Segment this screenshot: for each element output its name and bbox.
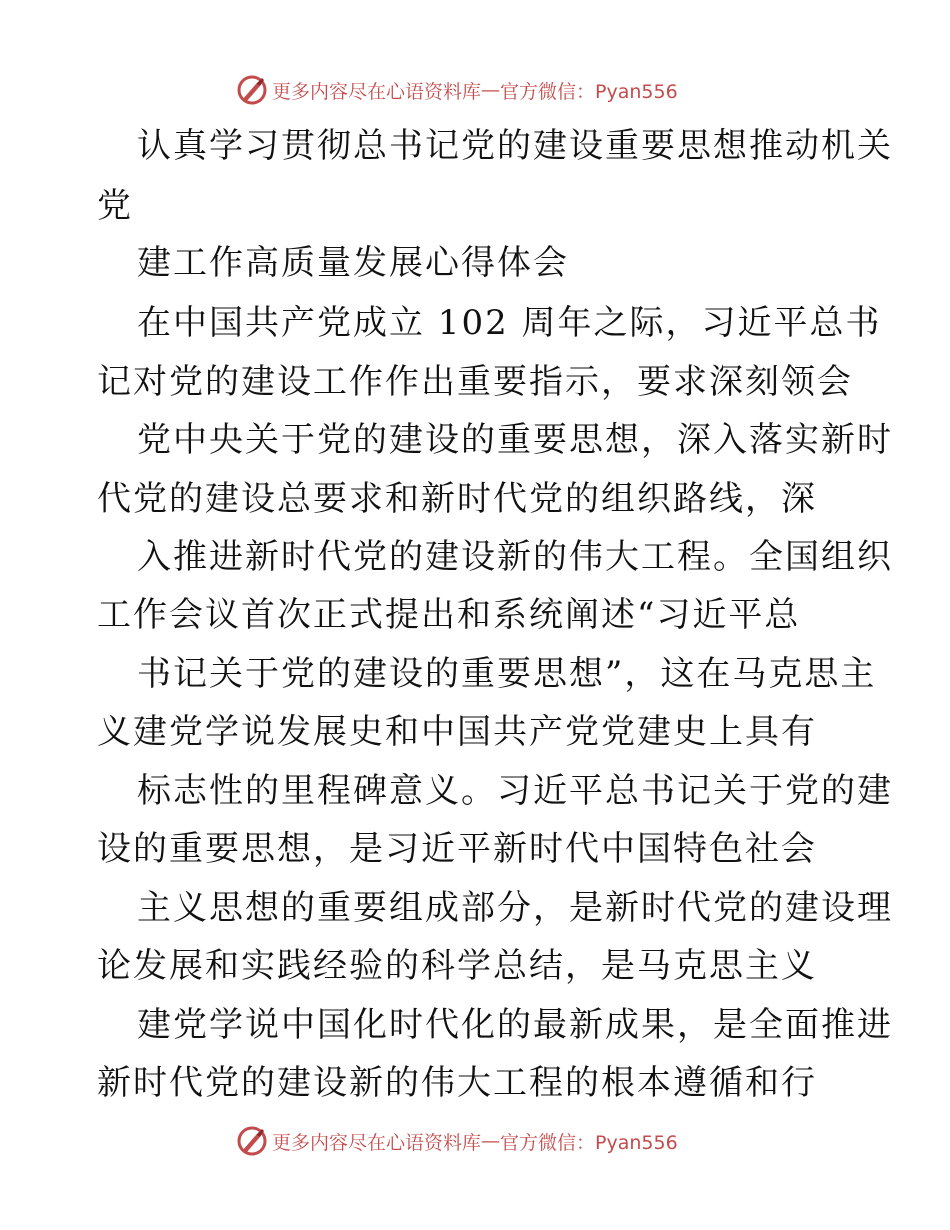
pen-logo-icon [236, 1125, 268, 1157]
paragraph-line: 新时代党的建设新的伟大工程的根本遵循和行 [97, 1063, 817, 1103]
title-line-1: 认真学习贯彻总书记党的建设重要思想推动机关 [137, 126, 893, 166]
paragraph-line: 义建党学说发展史和中国共产党党建史上具有 [97, 712, 817, 752]
paragraph-line: 主义思想的重要组成部分，是新时代党的建设理 [137, 888, 893, 928]
banner-wechat-text: 官方微信：Pyan556 [500, 80, 678, 103]
banner-separator: — [481, 1130, 501, 1152]
paragraph-line: 设的重要思想，是习近平新时代中国特色社会 [97, 829, 817, 869]
footer-banner [236, 1124, 678, 1158]
paragraph-line: 论发展和实践经验的科学总结，是马克思主义 [97, 946, 817, 986]
title-line-2: 党 [97, 186, 133, 226]
banner-site-text: 更多内容尽在心语资料库 [272, 1131, 482, 1154]
pen-logo-icon [236, 74, 268, 106]
paragraph-line: 书记关于党的建设的重要思想”，这在马克思主 [137, 654, 877, 694]
banner-site-text: 更多内容尽在心语资料库 [272, 80, 482, 103]
banner-separator: — [481, 79, 501, 101]
paragraph-line: 党中央关于党的建设的重要思想，深入落实新时 [137, 420, 893, 460]
title-line-3: 建工作高质量发展心得体会 [137, 243, 569, 283]
paragraph-line: 记对党的建设工作作出重要指示，要求深刻领会 [97, 362, 853, 402]
header-banner [236, 73, 678, 107]
paragraph-line: 标志性的里程碑意义。习近平总书记关于党的建 [137, 771, 893, 811]
paragraph-line: 代党的建设总要求和新时代党的组织路线，深 [97, 479, 817, 519]
banner-wechat-text: 官方微信：Pyan556 [500, 1131, 678, 1154]
paragraph-line: 工作会议首次正式提出和系统阐述“习近平总 [97, 595, 801, 635]
paragraph-line: 建党学说中国化时代化的最新成果，是全面推进 [137, 1005, 893, 1045]
paragraph-line: 入推进新时代党的建设新的伟大工程。全国组织 [137, 537, 893, 577]
paragraph-line: 在中国共产党成立 102 周年之际，习近平总书 [137, 303, 882, 343]
